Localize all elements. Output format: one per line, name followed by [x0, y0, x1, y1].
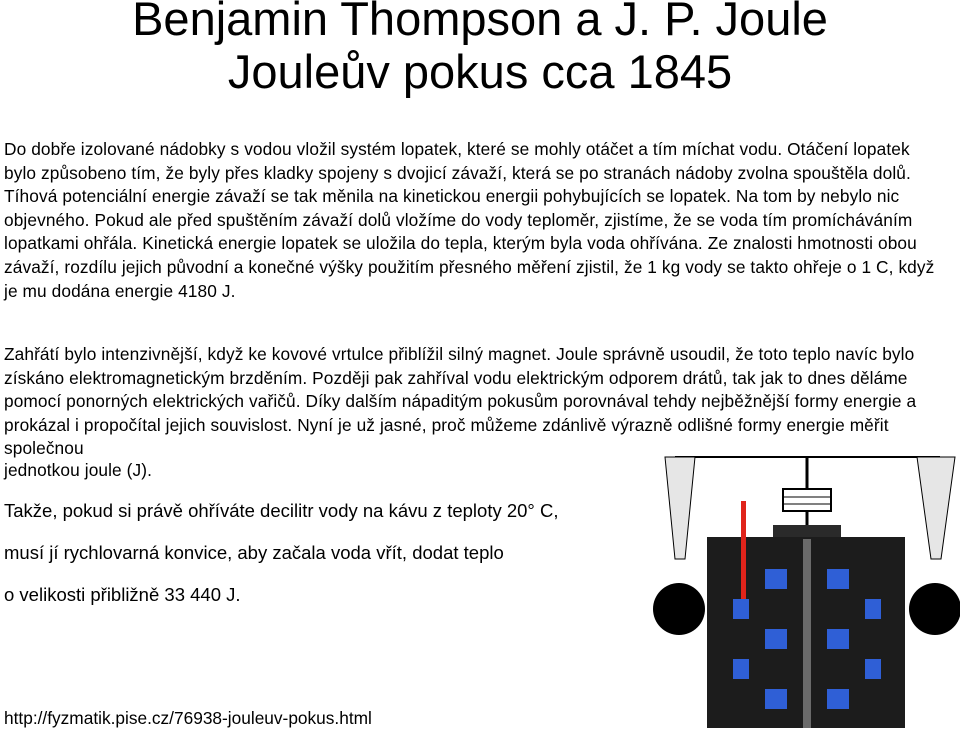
paragraph-joule-experiment: Do dobře izolované nádobky s vodou vložil systém lopatek, které se mohly otáčet a tím míchat vodu. Otáčení lopatek bylo způsobeno tím, že byly přes kladky spojeny s dvojicí závaží, která se po stranách nádoby zvolna spouštěla dolů. Tíhová potenciální energie závaží se tak měnila na kinetickou energii pohybujících se lopatek. Na tom by nebylo nic objevného. Pokud ale před spuštěním závaží dolů vložíme do vody teploměr, zjistíme, že se voda tím promícháváním lopatkami ohřála. Kinetická energie lopatek se uložila do tepla, kterým byla voda ohřívána. Ze znalosti hmotnosti obou závaží, rozdílu jejich původní a konečné výšky použitím přesného měření zjistil, že 1 kg vody se takto ohřeje o 1 C, když je mu dodána energie 4180 J. — [4, 139, 935, 301]
example-line-energy: o velikosti přibližně 33 440 J. — [4, 584, 241, 605]
paddle-shaft — [803, 539, 811, 728]
title-line-2: Jouleův pokus cca 1845 — [227, 45, 733, 98]
thermometer — [741, 501, 746, 611]
apparatus-drum — [783, 489, 831, 511]
paragraph-joule-unit: jednotkou joule (J). — [4, 460, 153, 480]
pulley-mount-right — [917, 457, 955, 559]
pulley-left — [653, 583, 705, 635]
joule-apparatus-illustration — [655, 449, 960, 728]
slide-title — [0, 0, 960, 98]
vessel-lid — [773, 525, 841, 539]
example-line-water: Takže, pokud si právě ohříváte decilitr vody na kávu z teploty 20° C, — [4, 500, 559, 521]
title-line-1: Benjamin Thompson a J. P. Joule — [132, 0, 828, 45]
example-line-kettle: musí jí rychlovarná konvice, aby začala voda vřít, dodat teplo — [4, 542, 504, 563]
pulley-right — [909, 583, 960, 635]
paragraph-electromagnetic-braking: Zahřátí bylo intenzivnější, když ke kovové vrtulce přiblížil silný magnet. Joule správně usoudil, že toto teplo navíc bylo získáno elektromagnetickým brzděním. Později pak zahříval vodu elektrickým odporem drátů, tak jak to dnes děláme pomocí ponorných elektrických vařičů. Díky dalším nápaditým pokusům porovnával tehdy nejběžnější formy energie a prokázal i propočítal jejich souvislost. Nyní je už jasné, proč můžeme zdánlivě výrazně odlišné formy energie měřit společnou — [4, 344, 917, 459]
source-link[interactable]: http://fyzmatik.pise.cz/76938-jouleuv-pokus.html — [4, 708, 372, 728]
pulley-mount-left — [665, 457, 695, 559]
